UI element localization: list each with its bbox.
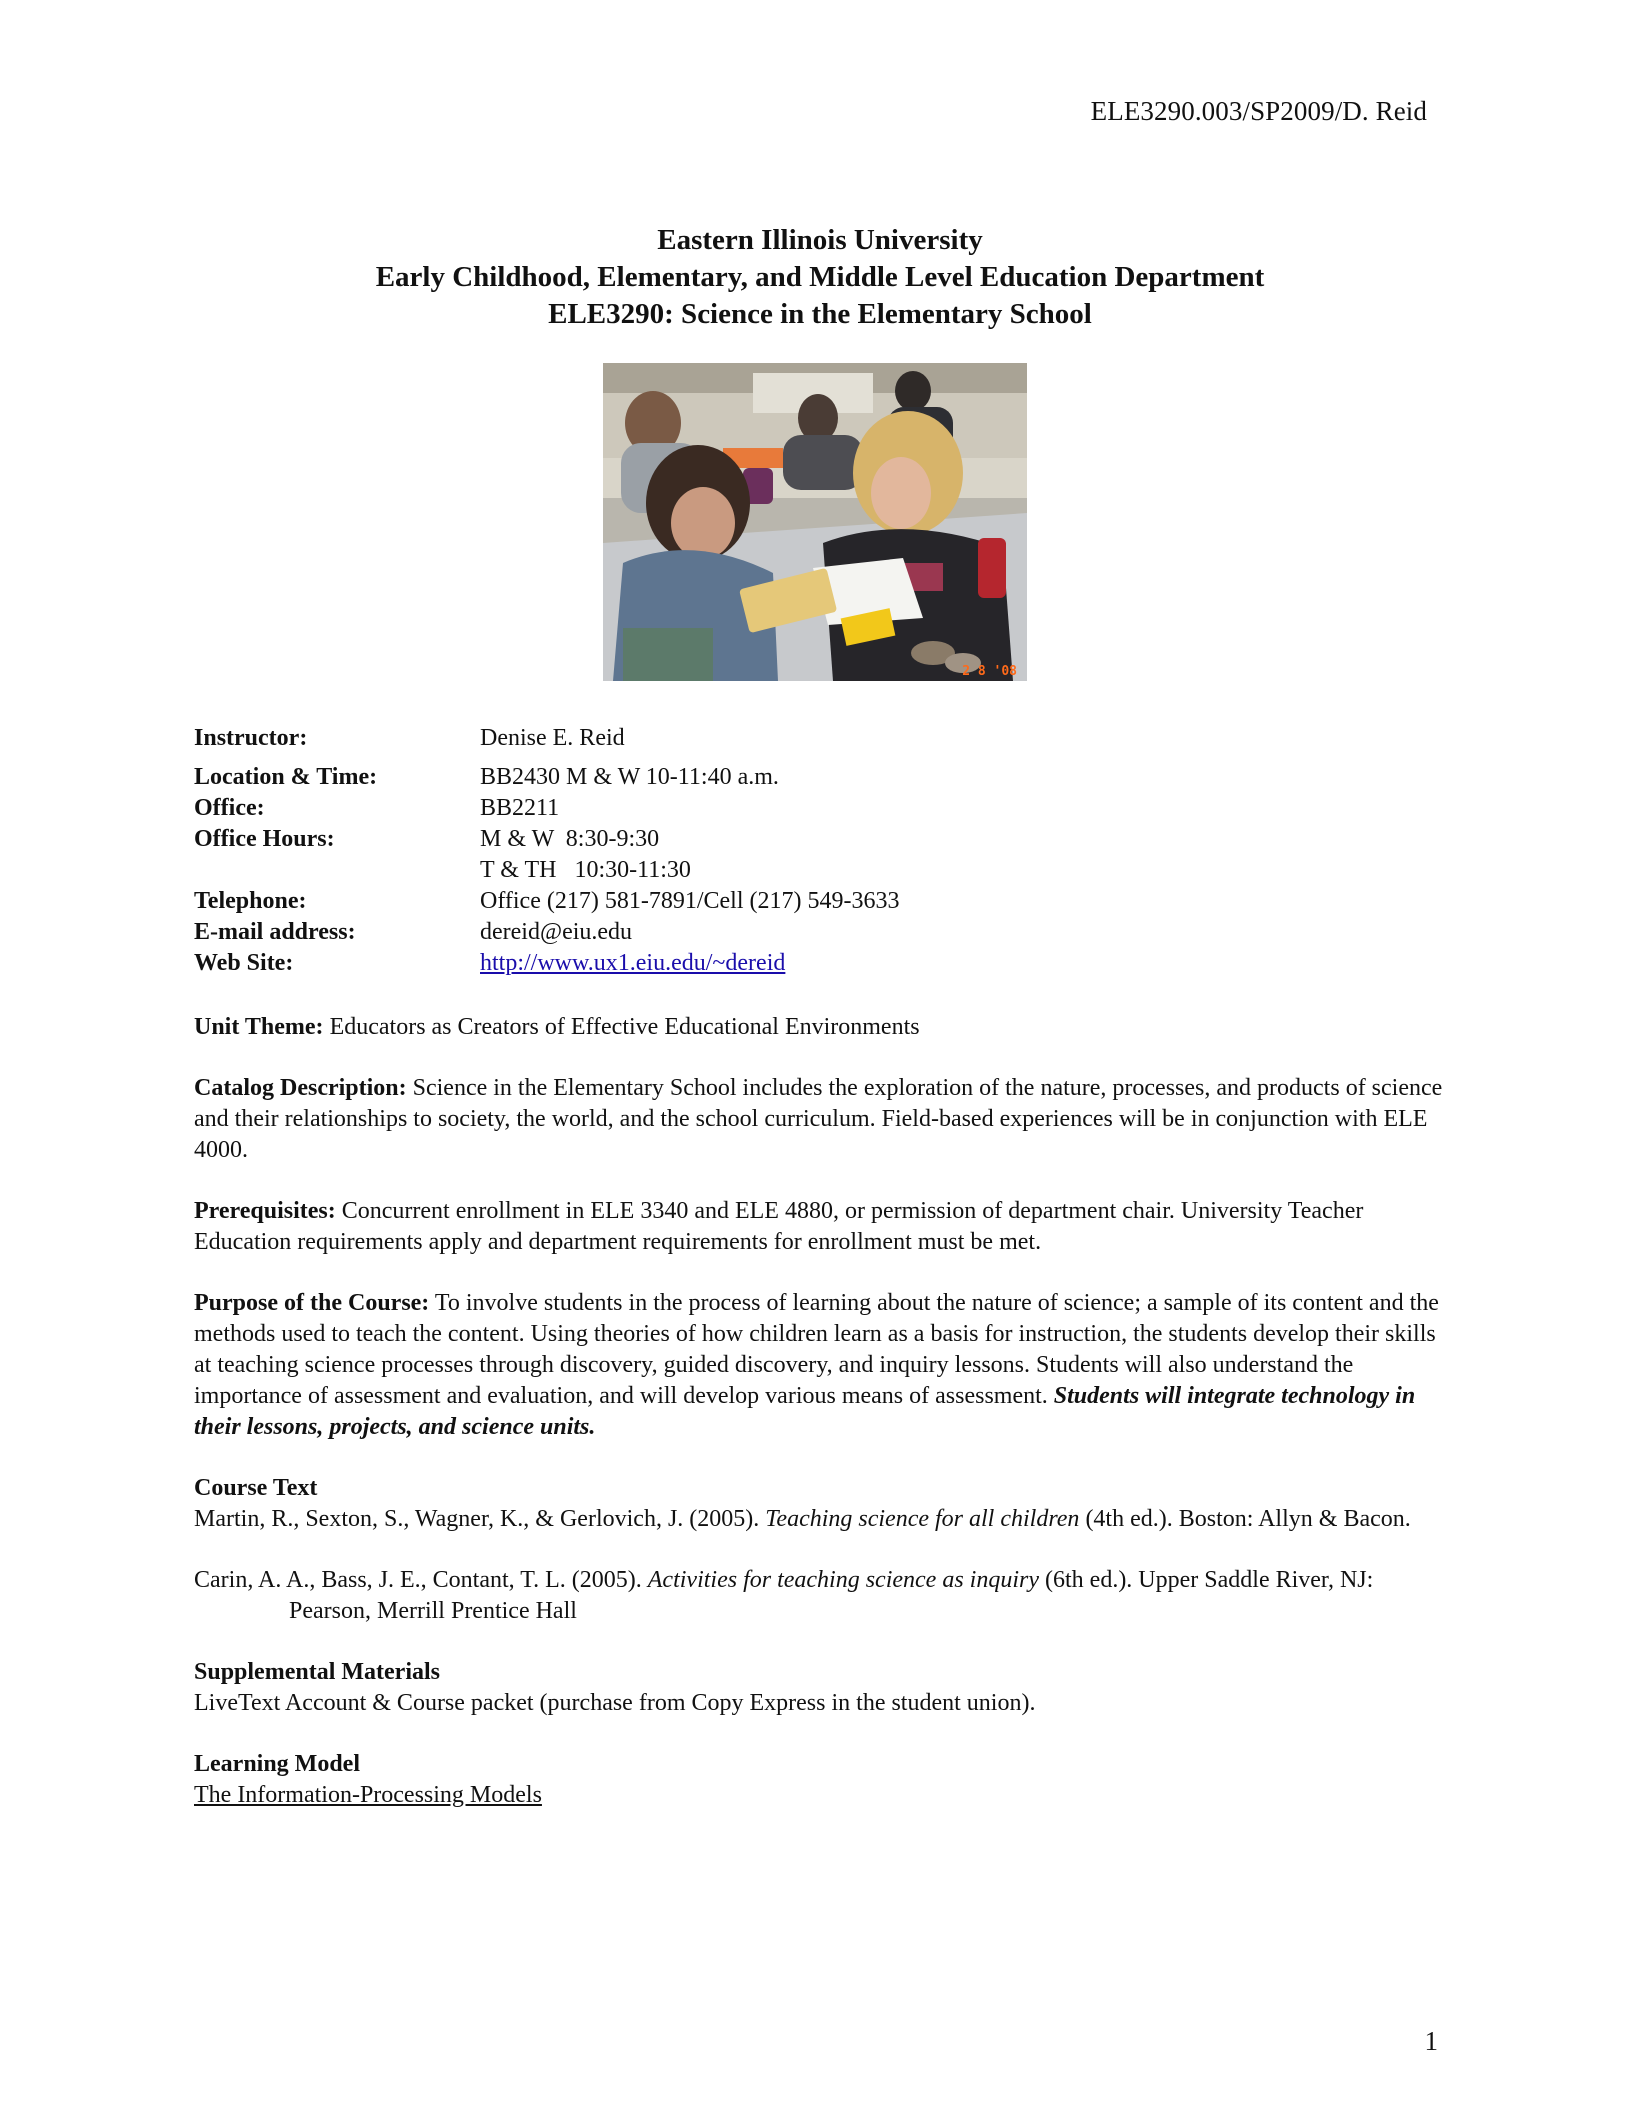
- email-row: [194, 917, 1444, 948]
- title-block: [0, 222, 1640, 333]
- course-text-heading: Course Text: [194, 1475, 318, 1501]
- prerequisites-label: Prerequisites:: [194, 1198, 336, 1224]
- university-name: Eastern Illinois University: [657, 224, 983, 256]
- course-info-block: [194, 723, 1444, 979]
- telephone-value: Office (217) 581-7891/Cell (217) 549-3633: [480, 888, 900, 914]
- telephone-label: Telephone:: [194, 888, 307, 914]
- header-course-reference: ELE3290.003/SP2009/D. Reid: [1090, 96, 1427, 126]
- unit-theme: [194, 1012, 1444, 1043]
- reference-carin: [194, 1565, 1444, 1627]
- website-row: [194, 948, 1444, 979]
- reference-martin-authors: Martin, R., Sexton, S., Wagner, K., & Gerlovich, J. (2005).: [194, 1506, 766, 1532]
- learning-model-heading: Learning Model: [194, 1751, 360, 1777]
- reference-martin: [194, 1504, 1444, 1535]
- location-row: [194, 762, 1444, 793]
- reference-carin-authors: Carin, A. A., Bass, J. E., Contant, T. L. (2005).: [194, 1567, 648, 1593]
- unit-theme-label: Unit Theme:: [194, 1014, 324, 1040]
- course-purpose: [194, 1288, 1444, 1443]
- unit-theme-text: Educators as Creators of Effective Educational Environments: [323, 1014, 920, 1040]
- office-value: BB2211: [480, 795, 560, 821]
- instructor-label: Instructor:: [194, 725, 308, 751]
- reference-martin-title: Teaching science for all children: [765, 1506, 1080, 1532]
- email-label: E-mail address:: [194, 919, 356, 945]
- email-value: dereid@eiu.edu: [480, 919, 633, 945]
- location-value: BB2430 M & W 10-11:40 a.m.: [480, 764, 779, 790]
- syllabus-body: [194, 1012, 1444, 1811]
- learning-model-text: The Information-Processing Models: [194, 1782, 542, 1808]
- catalog-text: Science in the Elementary School includes the exploration of the nature, processes, and products of science and their relationships to society, the world, and the school curriculum. Field-based experiences will be in conjunction with ELE 4000.: [194, 1075, 1443, 1163]
- website-link[interactable]: http://www.ux1.eiu.edu/~dereid: [480, 950, 786, 976]
- course-title: ELE3290: Science in the Elementary School: [548, 298, 1092, 330]
- page-number: 1: [1424, 2026, 1438, 2056]
- office-row: [194, 793, 1444, 824]
- reference-carin-publisher: (6th ed.). Upper Saddle River, NJ: Pearson, Merrill Prentice Hall: [289, 1567, 1374, 1624]
- office-hours-label: Office Hours:: [194, 826, 335, 852]
- department-name: Early Childhood, Elementary, and Middle Level Education Department: [375, 261, 1265, 293]
- office-hours-row-2: [194, 855, 1444, 886]
- purpose-emphasis: Students will integrate technology in their lessons, projects, and science units.: [194, 1383, 1416, 1440]
- purpose-text: To involve students in the process of learning about the nature of science; a sample of its content and the methods used to teach the content. Using theories of how children learn as a basis for instruction, the students develop their skills at teaching science processes through discovery, guided discovery, and inquiry lessons. Students will also understand the importance of assessment and evaluation, and will develop various means of assessment.: [194, 1290, 1439, 1409]
- office-hours-value-1: M & W 8:30-9:30: [480, 826, 660, 852]
- reference-carin-title: Activities for teaching science as inquiry: [647, 1567, 1039, 1593]
- classroom-photo: [603, 363, 1027, 681]
- instructor-row: [194, 723, 1444, 754]
- supplemental-heading: Supplemental Materials: [194, 1659, 440, 1685]
- prerequisites: [194, 1196, 1444, 1258]
- prerequisites-text: Concurrent enrollment in ELE 3340 and ELE 4880, or permission of department chair. University Teacher Education requirements apply and department requirements for enrollment must be met.: [194, 1198, 1364, 1255]
- instructor-value: Denise E. Reid: [480, 725, 625, 751]
- office-hours-value-2: T & TH 10:30-11:30: [480, 857, 691, 883]
- website-label: Web Site:: [194, 950, 294, 976]
- purpose-label: Purpose of the Course:: [194, 1290, 430, 1316]
- reference-martin-publisher: (4th ed.). Boston: Allyn & Bacon.: [1079, 1506, 1411, 1532]
- catalog-description: [194, 1073, 1444, 1166]
- office-label: Office:: [194, 795, 265, 821]
- office-hours-row: [194, 824, 1444, 855]
- catalog-label: Catalog Description:: [194, 1075, 407, 1101]
- supplemental-text: LiveText Account & Course packet (purchase from Copy Express in the student union).: [194, 1690, 1036, 1716]
- photo-date-stamp: 2 8 '08: [962, 664, 1017, 679]
- telephone-row: [194, 886, 1444, 917]
- location-label: Location & Time:: [194, 764, 378, 790]
